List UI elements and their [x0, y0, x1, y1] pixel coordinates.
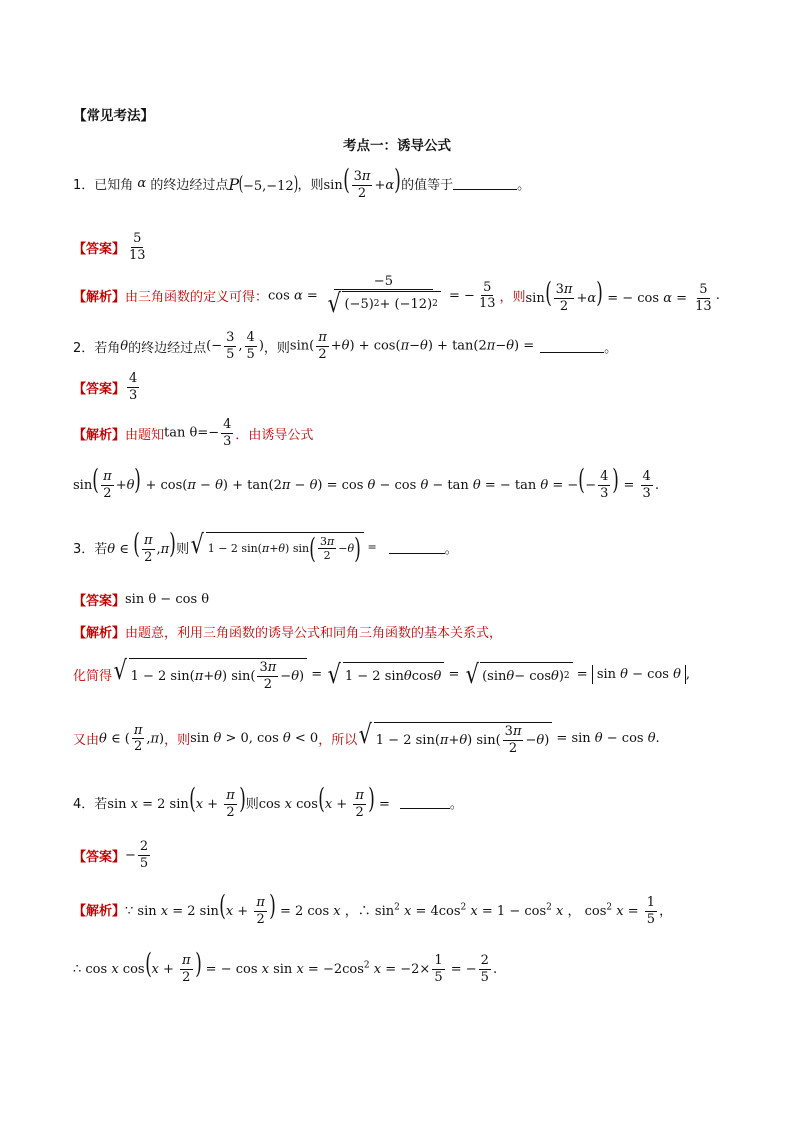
question-text: 则 [245, 796, 259, 812]
answer-fraction [127, 372, 139, 402]
math: ∵ sin x = 2 sin(x + $\frac{\pi}{2}$ ) = 2 cos x ，∴ $\sin^2 x = 4\cos^2$ $x = 1 - \cos^2 x$ ， $\cos^2 x$ = $\frac{1}{5}$ ， [125, 889, 673, 927]
topic-title: 考点一：诱导公式 [343, 138, 451, 154]
question-text: 若角 [94, 340, 121, 356]
question-text: 已知角 [94, 177, 134, 193]
math: sin( $\frac{\pi}{2}$ +θ) + cos(π − θ) + tan(2π − θ) = cos θ − cos θ − tan θ = − tan θ = −(− $\frac{4}{3}$ ) = $\frac{4}{3}$ . [73, 463, 659, 501]
math: tan θ=− $\frac{4}{3}$ [164, 417, 232, 449]
answer-1 [73, 232, 150, 262]
analysis-1 [73, 275, 720, 317]
section-header: 【常见考法】 [73, 108, 154, 124]
question-text: 的值等于 [401, 177, 454, 193]
denominator: 5 [139, 855, 149, 871]
math: sin θ > 0, cos θ < 0 [190, 731, 319, 747]
analysis-text: ．由诱导公式 [235, 427, 314, 443]
answer-label: 【答案】 [73, 381, 126, 397]
analysis-text: ，则 [499, 290, 526, 306]
math: √ 1 − 2 sin( π + θ ) sin( $\frac{3\pi}{2}$ − θ ) = √ 1 − 2 sin θ cos θ = √ (sin θ − cos θ ) 2 = sin θ − cos θ , [113, 656, 691, 692]
analysis-text: 化简得 [73, 669, 113, 685]
math: θ ∈ ( $\frac{\pi}{2}$ ,π) [99, 722, 165, 755]
question-text: 则 [176, 541, 190, 557]
answer-fraction [127, 232, 148, 262]
math: sin( $\frac{\pi}{2}$ +θ) + cos(π−θ) + tan(2π−θ) = [289, 330, 535, 362]
answer-label: 【答案】 [73, 849, 126, 865]
denominator: 13 [129, 247, 146, 263]
numerator: 5 [133, 231, 142, 246]
answer-label: 【答案】 [73, 241, 126, 257]
analysis-label: 【解析】 [73, 903, 126, 919]
question-2 [73, 331, 617, 361]
answer-3 [73, 590, 209, 609]
math: sin( $\frac{3\pi}{2}$ +α) = − cos α = $\frac{5}{13}$ [525, 275, 712, 314]
analysis-text: 由题知 [125, 427, 165, 443]
analysis-text: 又由 [73, 733, 100, 749]
question-text: 。 [449, 796, 463, 812]
math: cos x cos(x + $\frac{\pi}{2}$ ) = [258, 782, 390, 820]
question-number: 4． [73, 796, 95, 812]
analysis-label: 【解析】 [73, 626, 126, 641]
analysis-text: 由题意，利用三角函数的诱导公式和同角三角函数的基本关系式， [125, 626, 503, 641]
answer-blank[interactable] [400, 796, 450, 809]
math: α [133, 175, 151, 191]
question-text: 的终边经过点 [150, 177, 229, 193]
question-text: 。 [444, 541, 458, 557]
analysis-3 [73, 622, 502, 641]
answer-blank[interactable] [453, 177, 517, 190]
question-text: 若 [94, 796, 108, 812]
answer-sign: − [125, 847, 136, 863]
answer-blank[interactable] [389, 541, 445, 554]
math: sin x = 2 sin(x + $\frac{\pi}{2}$ ) [107, 782, 246, 820]
analysis-text: 由三角函数的定义可得： [125, 290, 269, 306]
answer-value: sin θ − cos θ [125, 592, 210, 607]
answer-2 [73, 372, 141, 402]
numerator: 4 [129, 371, 138, 386]
numerator: 2 [139, 839, 149, 854]
question-4 [73, 782, 463, 820]
analysis-text: ，则 [164, 733, 191, 749]
analysis-3-simplify [73, 658, 690, 691]
question-number: 3． [73, 541, 95, 557]
math: cos α = −5 √ (−5) 2 + (−12) 2 = − $\frac{5}{13}$ [268, 274, 496, 319]
analysis-4-conclude [73, 947, 498, 985]
answer-fraction [138, 840, 150, 870]
math: (− $\frac{3}{5}$ , $\frac{4}{5}$ ) [206, 330, 264, 362]
period: . [715, 288, 720, 304]
question-3 [73, 527, 458, 565]
answer-4 [73, 840, 152, 870]
math: θ ∈ ( $\frac{\pi}{2}$ ,π) [107, 527, 176, 565]
math: √ 1 − 2 sin( π + θ ) sin( $\frac{3\pi}{2}$ − θ ) = sin θ − cos θ. [358, 720, 660, 756]
question-text: ，则 [263, 340, 290, 356]
math: sin( $\frac{3\pi}{2}$ +α) [323, 163, 401, 201]
question-number: 1． [73, 177, 95, 193]
question-text: ，则 [297, 177, 324, 193]
analysis-text: ，所以 [318, 733, 358, 749]
math: P(−5,−12) [228, 170, 298, 195]
question-1 [73, 163, 531, 201]
math: ∴ cos x cos(x + $\frac{\pi}{2}$ ) = − cos x $\sin x = -2\cos^2$ x = −2× $\frac{1}{5}$ = − $\frac{2}{5}$ . [73, 947, 498, 985]
denominator: 3 [129, 387, 138, 403]
math: √ 1 − 2 sin( π + θ ) sin ( $\frac{3\pi}{2}$ − θ ) = [190, 529, 377, 565]
question-text: 的终边经过点 [128, 340, 207, 356]
analysis-4 [73, 889, 673, 927]
math: θ [120, 338, 129, 354]
analysis-2 [73, 418, 313, 448]
question-number: 2． [73, 340, 95, 356]
question-text: 若 [94, 541, 108, 557]
analysis-2-equation [73, 463, 659, 501]
analysis-3-conclude [73, 722, 660, 755]
answer-label: 【答案】 [73, 594, 126, 609]
question-text: 。 [604, 340, 618, 356]
question-text: 。 [517, 177, 531, 193]
answer-blank[interactable] [540, 340, 604, 353]
analysis-label: 【解析】 [73, 290, 126, 306]
analysis-label: 【解析】 [73, 427, 126, 443]
